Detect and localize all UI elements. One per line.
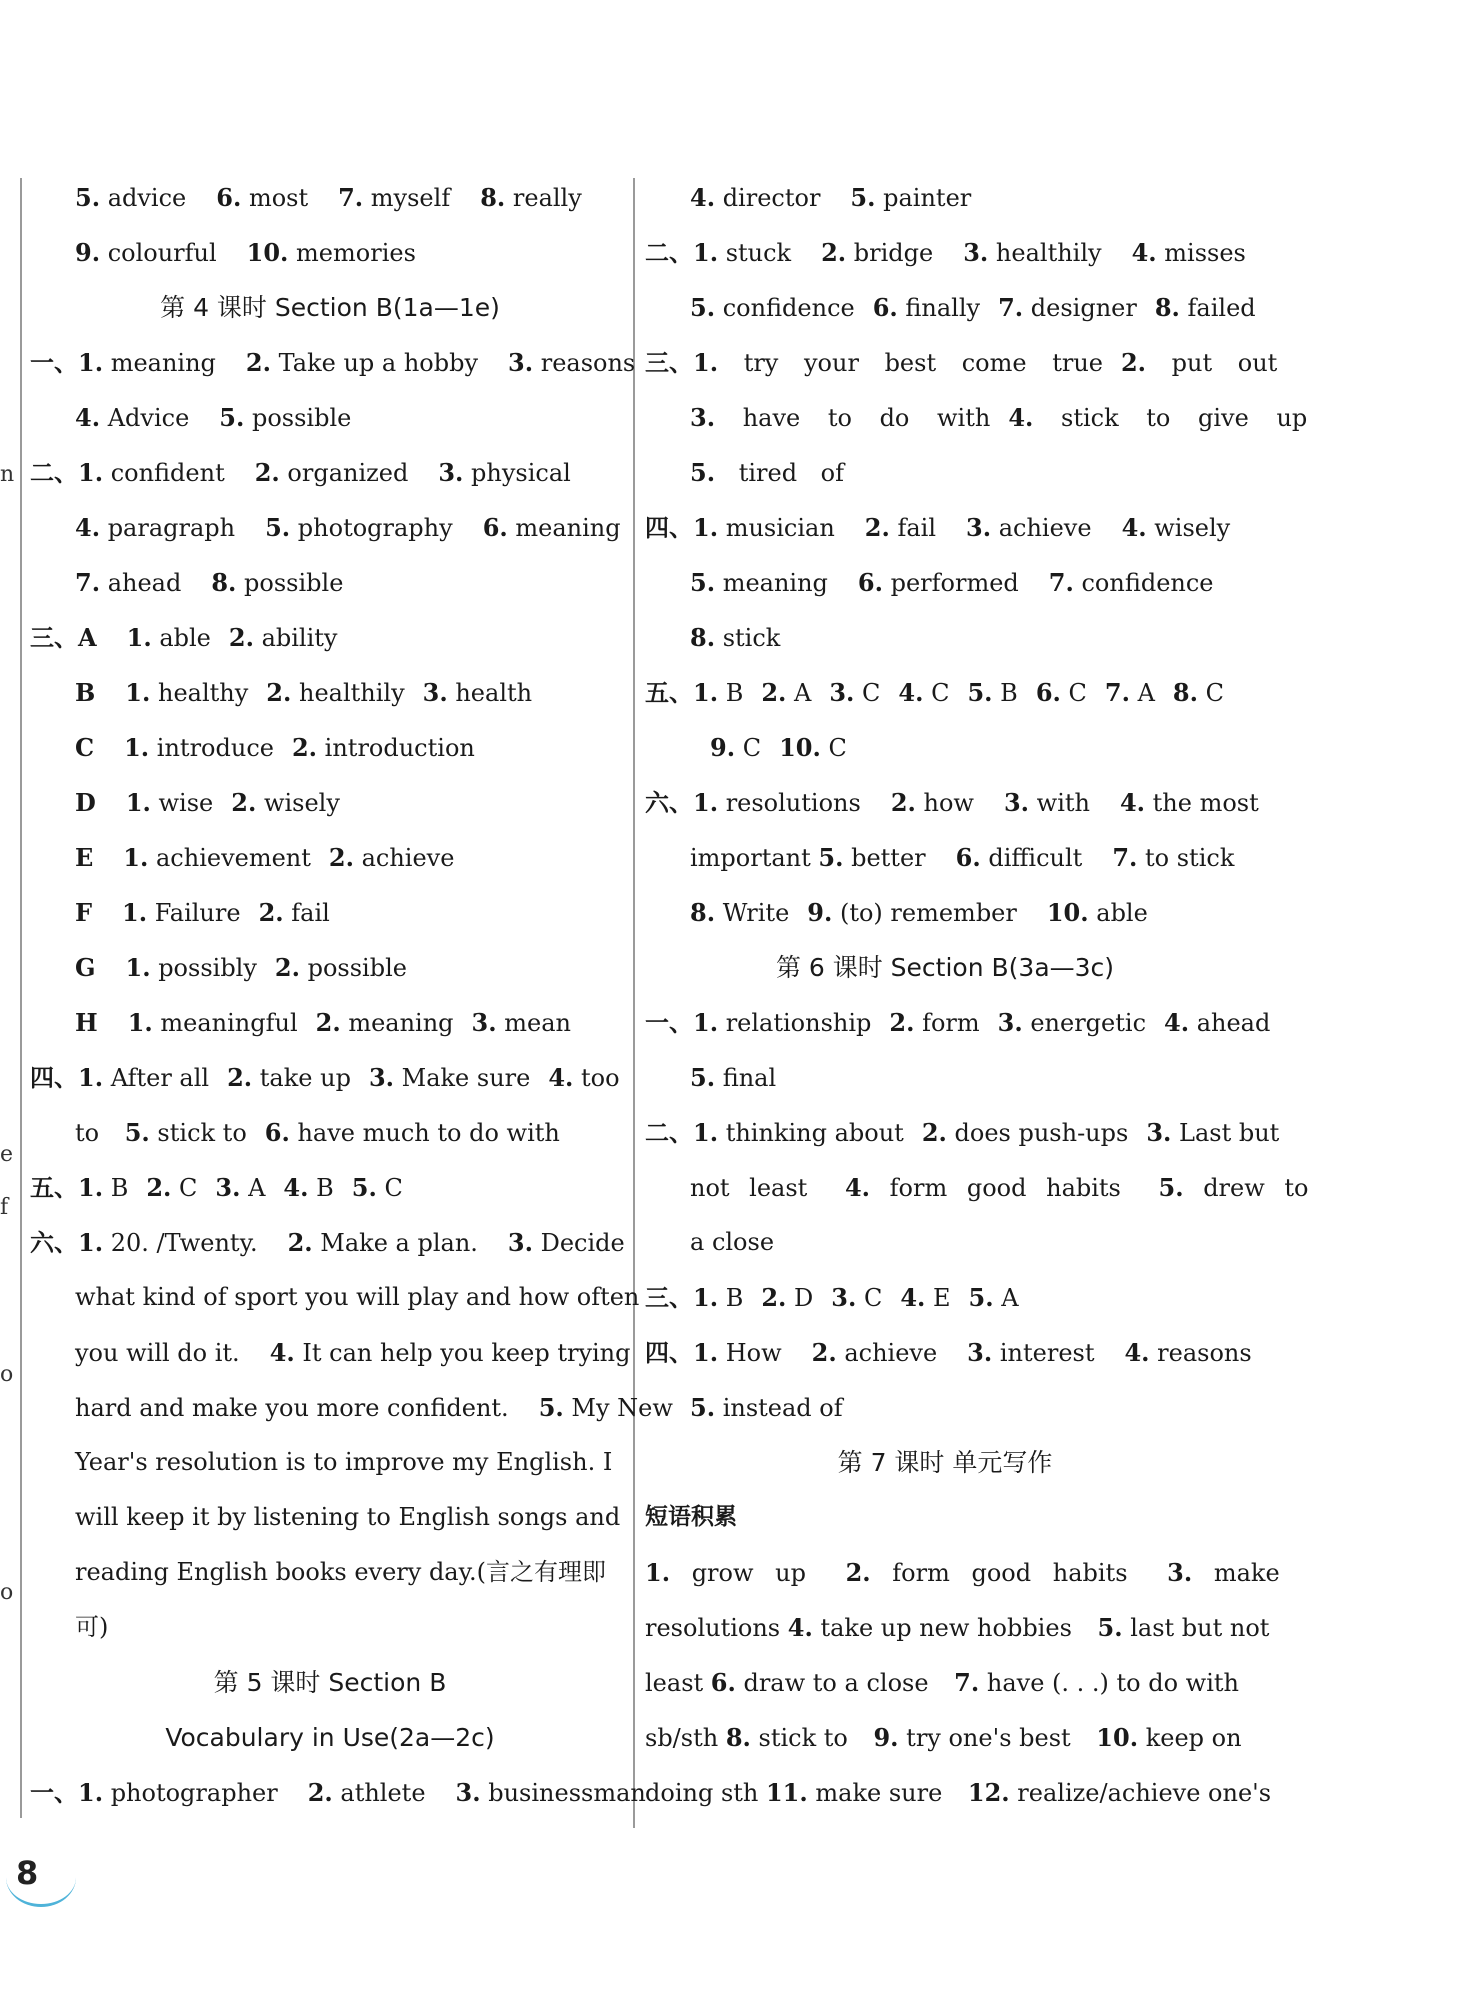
answer-line: 六、1. resolutions 2. how 3. with 4. the most [645,788,1259,817]
answer-line: G 1. possibly 2. possible [75,953,407,982]
answer-line: doing sth 11. make sure 12. realize/achieve one's [645,1778,1272,1807]
answer-line: 4. paragraph 5. photography 6. meaning [75,513,621,542]
answer-line: 三、1. B 2. D 3. C 4. E 5. A [645,1283,1019,1312]
answer-line: 一、1. relationship 2. form 3. energetic 4. ahead [645,1008,1271,1037]
answer-line: 4. director 5. painter [690,183,972,212]
answer-line: 二、1. stuck 2. bridge 3. healthily 4. misses [645,238,1246,267]
answer-line: 六、1. 20. /Twenty. 2. Make a plan. 3. Decide [30,1228,625,1257]
answer-line: C 1. introduce 2. introduction [75,733,475,762]
answer-line: 5. tired of [690,458,845,487]
answer-line: a close [690,1228,775,1256]
answer-line: 9. colourful 10. memories [75,238,416,267]
lesson-heading: 第 4 课时 Section B(1a—1e) [160,293,500,322]
lesson-heading: 第 7 课时 单元写作 [837,1448,1053,1477]
answer-line: reading English books every day.(言之有理即 [75,1558,606,1586]
answer-line: 五、1. B 2. A 3. C 4. C 5. B 6. C 7. A 8. C [645,678,1224,707]
answer-line: 一、1. meaning 2. Take up a hobby 3. reasons [30,348,636,377]
answer-line: D 1. wise 2. wisely [75,788,340,817]
answer-line: 5. final [690,1063,777,1092]
answer-line: hard and make you more confident. 5. My New [75,1393,673,1422]
answer-line: 四、1. After all 2. take up 3. Make sure 4. too [30,1063,620,1092]
answer-line: important 5. better 6. difficult 7. to stick [690,843,1235,872]
answer-line: 9. C 10. C [710,733,847,762]
answer-line: you will do it. 4. It can help you keep trying [75,1338,631,1367]
answer-line: B 1. healthy 2. healthily 3. health [75,678,533,707]
left-margin-rule [20,178,22,1818]
answer-line: least 6. draw to a close 7. have (. . .) to do with [645,1668,1240,1697]
answer-line: 四、1. musician 2. fail 3. achieve 4. wisely [645,513,1231,542]
answer-line: 1. grow up 2. form good habits 3. make [645,1558,1280,1587]
answer-line: E 1. achievement 2. achieve [75,843,455,872]
answer-line: 5. confidence 6. finally 7. designer 8. failed [690,293,1256,322]
answer-line: will keep it by listening to English songs and [75,1503,621,1531]
edge-letter: n [0,462,15,487]
answer-line: 三、1. try your best come true 2. put out [645,348,1278,377]
edge-letter: e [0,1142,14,1167]
column-divider [633,178,635,1828]
page-number-text: 8 [16,1854,39,1892]
answer-line: resolutions 4. take up new hobbies 5. last but not [645,1613,1270,1642]
lesson-heading: 第 6 课时 Section B(3a—3c) [775,953,1115,982]
answer-line: 一、1. photographer 2. athlete 3. businessman [30,1778,646,1807]
answer-line: sb/sth 8. stick to 9. try one's best 10. keep on [645,1723,1242,1752]
answer-line: 3. have to do with 4. stick to give up [690,403,1308,432]
section-subheading: 短语积累 [645,1504,737,1530]
answer-line: 8. Write 9. (to) remember 10. able [690,898,1148,927]
answer-line: 7. ahead 8. possible [75,568,344,597]
answer-line: F 1. Failure 2. fail [75,898,330,927]
answer-line: 4. Advice 5. possible [75,403,352,432]
answer-line: 二、1. confident 2. organized 3. physical [30,458,571,487]
answer-line: 可) [75,1613,109,1641]
answer-line: not least 4. form good habits 5. drew to [690,1173,1309,1202]
answer-line: to 5. stick to 6. have much to do with [75,1118,560,1147]
answer-line: 四、1. How 2. achieve 3. interest 4. reasons [645,1338,1252,1367]
answer-line: what kind of sport you will play and how often [75,1283,640,1311]
answer-line: Year's resolution is to improve my English. I [75,1448,613,1476]
left-column [30,170,673,1820]
answer-line: 5. advice 6. most 7. myself 8. really [75,183,582,212]
answer-line: 5. meaning 6. performed 7. confidence [690,568,1214,597]
lesson-heading: Vocabulary in Use(2a—2c) [165,1723,495,1752]
page-number [6,1848,70,1904]
edge-letter: f [0,1195,9,1220]
edge-letter: o [0,1580,14,1605]
edge-letter: o [0,1362,14,1387]
answer-line: 二、1. thinking about 2. does push-ups 3. Last but [645,1118,1280,1147]
answer-line: 三、A 1. able 2. ability [30,623,338,652]
right-column [645,170,1309,1820]
lesson-heading: 第 5 课时 Section B [213,1668,447,1697]
answer-line: 5. instead of [690,1393,843,1422]
answer-line: H 1. meaningful 2. meaning 3. mean [75,1008,571,1037]
answer-line: 五、1. B 2. C 3. A 4. B 5. C [30,1173,403,1202]
answer-line: 8. stick [690,623,781,652]
